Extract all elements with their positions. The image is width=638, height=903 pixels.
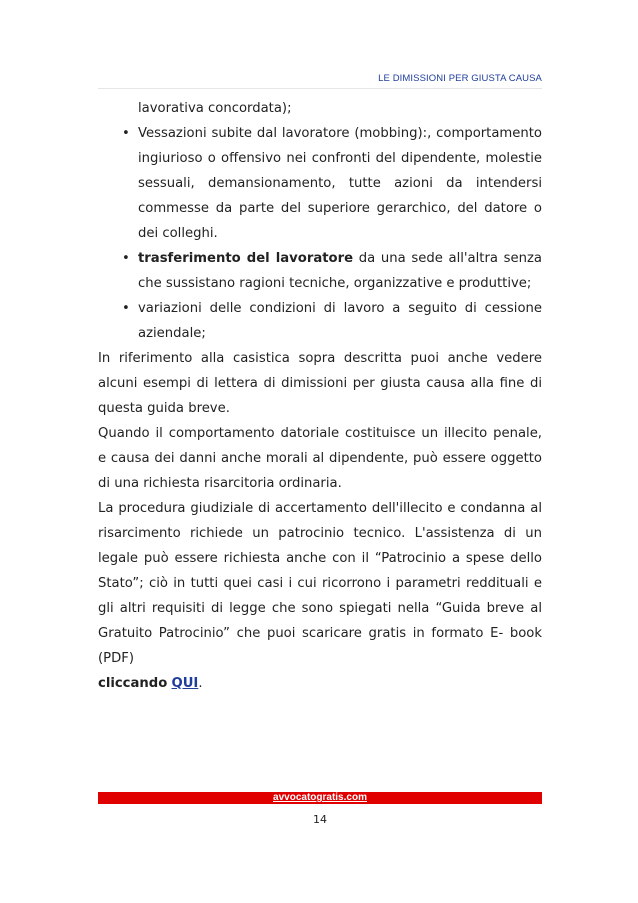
bullet-item-variazioni — [98, 296, 542, 346]
page-number: 14 — [313, 813, 327, 826]
cta-suffix: . — [198, 676, 203, 691]
bullet-item-mobbing — [98, 121, 542, 246]
bullet-text: variazioni delle condizioni di lavoro a seguito di cessione aziendale; — [138, 301, 542, 341]
page-body — [98, 96, 542, 696]
bullet-bold-term: trasferimento del lavoratore — [138, 251, 354, 266]
bullet-text: Vessazioni subite dal lavoratore (mobbing):, comportamento ingiurioso o offensivo nei confronti del dipendente, molestie sessuali, demansionamento, tutte azioni da intendersi commesse da parte del superiore gerarchico, del datore o dei colleghi. — [138, 126, 542, 241]
header-rule — [98, 88, 542, 89]
running-header: LE DIMISSIONI PER GIUSTA CAUSA — [378, 73, 542, 84]
footer-site-link[interactable]: avvocatogratis.com — [273, 792, 367, 803]
bullet-marker: • — [122, 251, 130, 266]
paragraph-illecito-penale: Quando il comportamento datoriale costituisce un illecito penale, e causa dei danni anche morali al dipendente, può essere oggetto di una richiesta risarcitoria ordinaria. — [98, 426, 542, 491]
paragraph-casistica: In riferimento alla casistica sopra descritta puoi anche vedere alcuni esempi di lettera di dimissioni per giusta causa alla fine di questa guida breve. — [98, 351, 542, 416]
footer-bar — [98, 792, 542, 804]
cta-prefix: cliccando — [98, 676, 168, 691]
bullet-item-trasferimento — [98, 246, 542, 296]
paragraph-patrocinio: La procedura giudiziale di accertamento dell'illecito e condanna al risarcimento richiede un patrocinio tecnico. L'assistenza di un legale può essere richiesta anche con il “Patrocinio a spese dello Stato”; ciò in tutti quei casi i cui ricorrono i parametri reddituali e gli altri requisiti di legge che sono spiegati nella “Guida breve al Gratuito Patrocinio” che puoi scaricare gratis in formato E- book (PDF) — [98, 501, 542, 666]
cta-line — [98, 671, 542, 696]
bullet-text: da una sede all'altra senza che sussistano ragioni tecniche, organizzative e produttive; — [138, 251, 542, 291]
continued-line: lavorativa concordata); — [138, 101, 292, 116]
qui-link[interactable]: QUI — [171, 676, 199, 691]
bullet-marker: • — [122, 126, 130, 141]
bullet-marker: • — [122, 301, 130, 316]
